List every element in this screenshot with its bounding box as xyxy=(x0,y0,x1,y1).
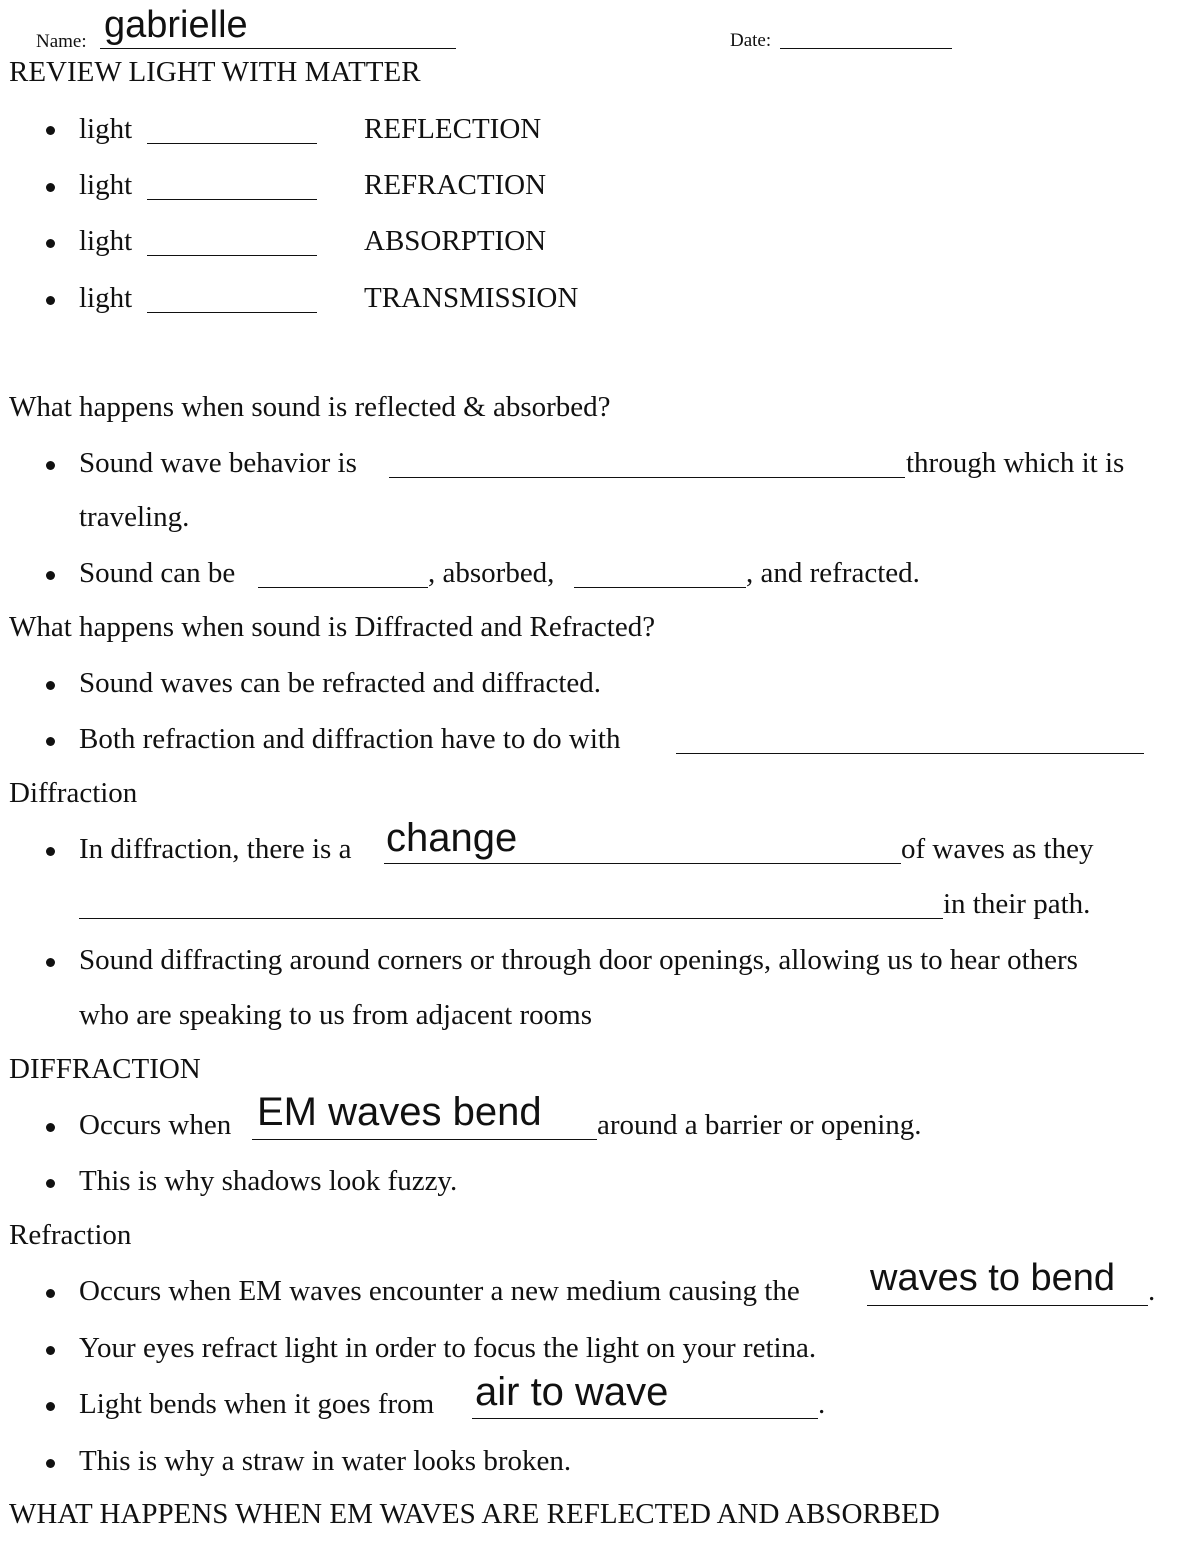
light-word: light xyxy=(79,225,133,257)
section-heading-em-waves: WHAT HAPPENS WHEN EM WAVES ARE REFLECTED AND ABSORBED xyxy=(9,1498,940,1530)
light-term: REFLECTION xyxy=(364,113,542,145)
light-term: TRANSMISSION xyxy=(364,282,579,314)
sound-can-be-mid: , absorbed, xyxy=(428,557,555,589)
blank-line[interactable] xyxy=(574,587,746,588)
in-diffraction-end: of waves as they xyxy=(901,833,1094,865)
in-diffraction-cont: in their path. xyxy=(943,888,1091,920)
bullet xyxy=(46,239,55,248)
sound-behavior-cont: traveling. xyxy=(79,501,190,533)
bullet xyxy=(46,296,55,305)
page-title: REVIEW LIGHT WITH MATTER xyxy=(9,56,421,88)
occurs-when-text: Occurs when xyxy=(79,1109,232,1141)
blank-line[interactable] xyxy=(258,587,428,588)
name-value: gabrielle xyxy=(104,4,248,46)
both-refraction-text: Both refraction and diffraction have to do with xyxy=(79,723,621,755)
light-word: light xyxy=(79,282,133,314)
sound-diffracting-cont: who are speaking to us from adjacent rooms xyxy=(79,999,592,1031)
blank-line[interactable] xyxy=(79,918,943,919)
sound-can-be-end: , and refracted. xyxy=(746,557,920,589)
refraction-occurs-end: . xyxy=(1148,1275,1156,1307)
bullet xyxy=(46,1289,55,1298)
bullet xyxy=(46,183,55,192)
blank-line[interactable] xyxy=(676,753,1144,754)
bullet xyxy=(46,1123,55,1132)
section-heading-diffraction: Diffraction xyxy=(9,777,138,809)
straw-text: This is why a straw in water looks broken. xyxy=(79,1445,572,1477)
in-diffraction-text: In diffraction, there is a xyxy=(79,833,352,865)
sound-can-be-text: Sound can be xyxy=(79,557,236,589)
blank-line[interactable] xyxy=(147,199,317,200)
blank-line[interactable] xyxy=(147,255,317,256)
sound-diffracting-text: Sound diffracting around corners or through door openings, allowing us to hear others xyxy=(79,944,1078,976)
bullet xyxy=(46,847,55,856)
bullet xyxy=(46,1179,55,1188)
bullet xyxy=(46,1459,55,1468)
handwritten-answer: EM waves bend xyxy=(257,1090,542,1134)
refraction-occurs-text: Occurs when EM waves encounter a new medium causing the xyxy=(79,1275,800,1307)
sound-behavior-end: through which it is xyxy=(906,447,1125,479)
name-label: Name: xyxy=(36,31,87,52)
section-heading-refraction: Refraction xyxy=(9,1219,132,1251)
bullet xyxy=(46,126,55,135)
blank-line[interactable] xyxy=(147,143,317,144)
bullet xyxy=(46,737,55,746)
date-line[interactable] xyxy=(780,48,952,49)
light-term: ABSORPTION xyxy=(364,225,547,257)
section-heading-sound-reflect: What happens when sound is reflected & absorbed? xyxy=(9,391,611,423)
light-term: REFRACTION xyxy=(364,169,547,201)
blank-line[interactable] xyxy=(252,1139,597,1140)
handwritten-answer: waves to bend xyxy=(870,1257,1116,1299)
name-line[interactable] xyxy=(100,48,456,49)
sound-diffract-text: Sound waves can be refracted and diffracted. xyxy=(79,667,602,699)
occurs-when-end: around a barrier or opening. xyxy=(597,1109,922,1141)
bullet xyxy=(46,958,55,967)
light-word: light xyxy=(79,113,133,145)
bullet xyxy=(46,681,55,690)
handwritten-answer: air to wave xyxy=(475,1370,669,1414)
blank-line[interactable] xyxy=(389,477,905,478)
light-bends-text: Light bends when it goes from xyxy=(79,1388,435,1420)
shadows-text: This is why shadows look fuzzy. xyxy=(79,1165,458,1197)
section-heading-diffraction-caps: DIFFRACTION xyxy=(9,1053,201,1085)
bullet xyxy=(46,1402,55,1411)
light-word: light xyxy=(79,169,133,201)
bullet xyxy=(46,1346,55,1355)
blank-line[interactable] xyxy=(472,1418,818,1419)
blank-line[interactable] xyxy=(867,1305,1148,1306)
handwritten-answer: change xyxy=(386,816,518,860)
blank-line[interactable] xyxy=(384,863,901,864)
bullet xyxy=(46,571,55,580)
light-bends-end: . xyxy=(818,1388,826,1420)
blank-line[interactable] xyxy=(147,312,317,313)
sound-behavior-text: Sound wave behavior is xyxy=(79,447,357,479)
date-label: Date: xyxy=(730,30,772,51)
bullet xyxy=(46,461,55,470)
section-heading-sound-diffract: What happens when sound is Diffracted and Refracted? xyxy=(9,611,656,643)
eyes-refract-text: Your eyes refract light in order to focus the light on your retina. xyxy=(79,1332,817,1364)
